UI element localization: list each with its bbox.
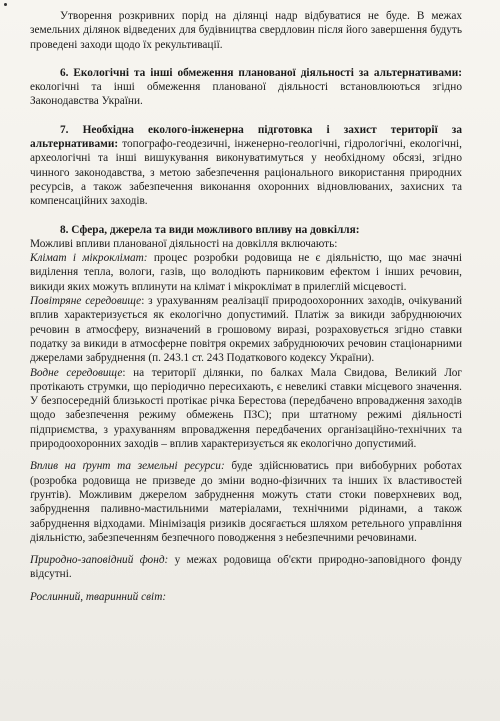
climate-text: процес розробки родовища не є діяльністю, що має значні виділення тепла, вологи, газів, що володіють парниковим ефектом і інших речовин, викиди яких можуть вплинути на клімат і мікроклімат в прилеглій місцевості.	[30, 252, 463, 293]
climate-label: Клімат і мікроклімат:	[30, 252, 148, 265]
air-label: Повітряне середовище	[30, 295, 142, 308]
nature-fund-label: Природно-заповідний фонд:	[30, 554, 169, 567]
soil-paragraph	[30, 459, 462, 545]
nature-fund-paragraph	[30, 553, 462, 582]
air-text: : з урахуванням реалізації природоохоронних заходів, очікуваний вплив характеризується як екологічно допустимий. Платіж за викиди забруднюючих речовин в атмосферу, визначений в грошовому виразі, розраховується згідно ставки податку за викиди в атмосферне повітря окремих забруднюючих речовин стаціонарними джерелами забруднення (п. 243.1 ст. 243 Податкового кодексу України).	[30, 295, 462, 365]
water-label: Водне середовище	[30, 366, 123, 379]
section-8-intro: Можливі впливи планованої діяльності на довкілля включають:	[30, 237, 338, 250]
soil-label: Вплив на ґрунт та земельні ресурси:	[30, 460, 225, 473]
water-text: : на території ділянки, по балках Мала Свидова, Великий Лог протікають струмки, що періодично пересихають, є невеликі ставки місцевого значення. У безпосередній близькості протікає річка Берестова (передбачено впровадження заходів щодо забезпечення режиму обмежень ПЗС); при штатному режимі діяльності підприємства, з урахуванням впровадження передбачених організаційно-технічних та природоохоронних заходів – вплив характеризується як екологічно допустимий.	[30, 366, 462, 451]
paragraph-overburden: Утворення розкривних порід на ділянці надр відбуватися не буде. В межах земельних ділянок відведених для будівництва свердловин після його завершення будуть проведені заходи щодо їх рекультивації.	[30, 10, 462, 51]
section-6	[30, 66, 462, 109]
soil-text: буде здійснюватись при вибобурних роботах (розробка родовища не призведе до зміни водно-фізичних та інших їх властивостей ґрунтів). Можливим джерелом забруднення можуть стати стоки поверхневих вод, забруднення паливно-мастильними матеріалами, технічними рідинами, а також забруднення відходами. Мінімізація ризиків досягається шляхом ретельного управління діяльністю, забезпеченням безпечного поводження з небезпечними речовинами.	[30, 460, 462, 544]
air-paragraph	[30, 294, 462, 365]
section-6-text: екологічні та інші обмеження планованої діяльності встановлюються згідно Законодавства України.	[30, 81, 462, 108]
section-7-text: топографо-геодезичні, інженерно-геологічні, гідрологічні, екологічні, археологічні та інші вишукування виконуватимуться у необхідному обсязі, згідно чинного законодавства, з метою забезпечення раціонального використання природних ресурсів, а також забезпечення виконання охоронних відновлюваних, захисних та компенсаційних заходів.	[30, 138, 462, 208]
water-paragraph	[30, 366, 462, 452]
scan-mark	[4, 3, 7, 6]
section-8-heading	[30, 223, 462, 237]
section-6-heading: 6. Екологічні та інші обмеження планованої діяльності за альтернативами:	[60, 66, 462, 79]
nature-fund-text: у межах родовища об'єкти природно-заповідного фонду відсутні.	[30, 554, 462, 581]
climate-paragraph	[30, 251, 462, 294]
document-body	[30, 9, 462, 604]
flora-fauna-paragraph	[30, 590, 462, 604]
section-7	[30, 123, 462, 209]
section-8-heading-text: 8. Сфера, джерела та види можливого впливу на довкілля:	[60, 223, 360, 236]
flora-fauna-label: Рослинний, тваринний світ:	[30, 590, 167, 603]
section-7-heading: 7. Необхідна еколого-інженерна підготовка і захист території за альтернативами:	[30, 123, 462, 151]
